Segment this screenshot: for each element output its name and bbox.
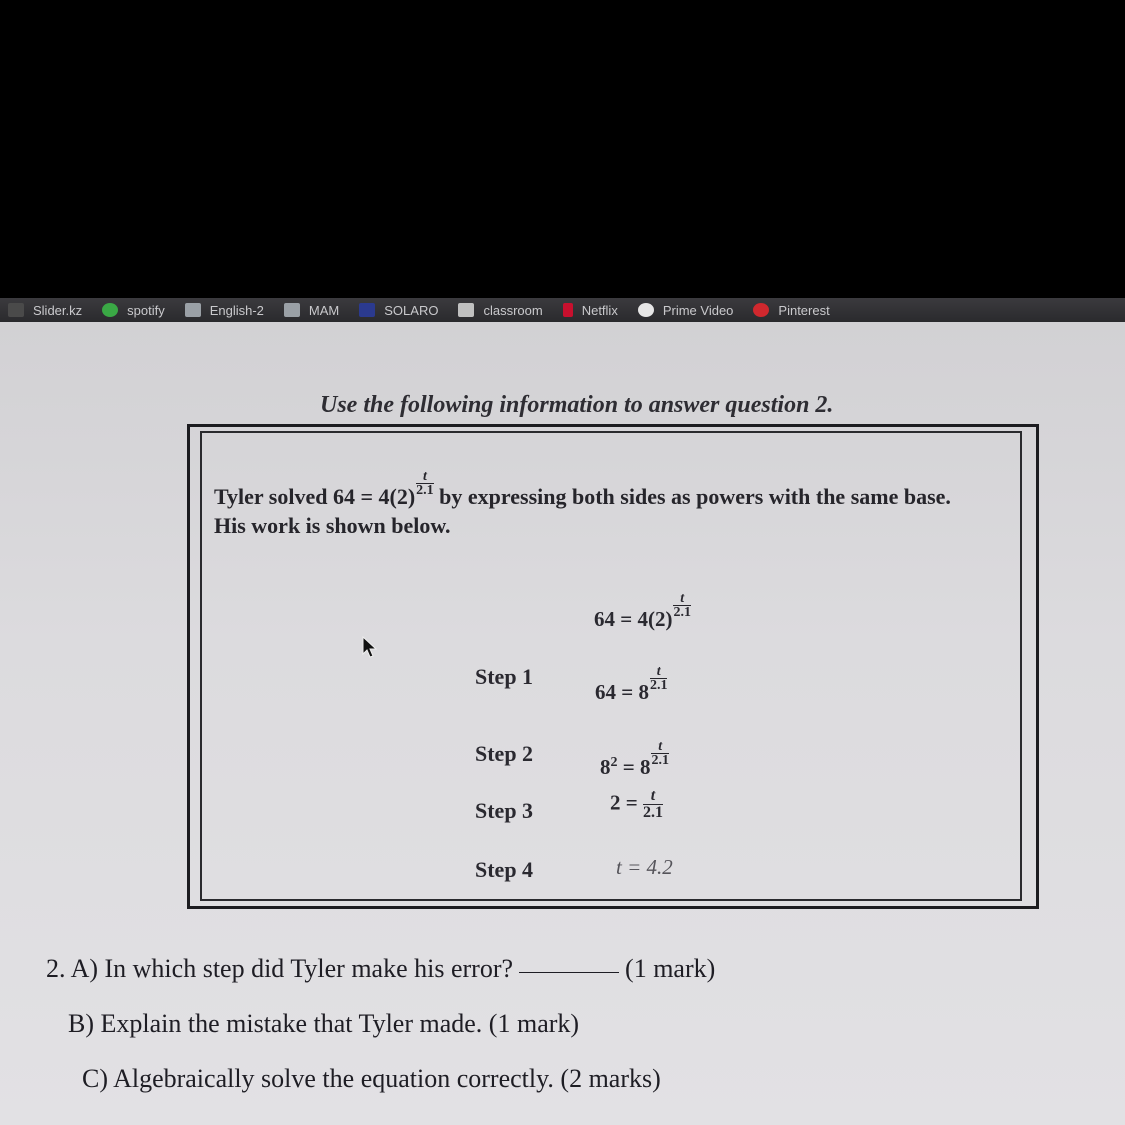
intro-exponent [416,470,434,497]
classroom-icon [284,303,300,317]
lhs-exponent: 2 [610,755,618,770]
bookmark-prime-video[interactable] [638,303,734,318]
bookmark-mam[interactable] [284,303,339,318]
question-2b: B) Explain the mistake that Tyler made. (1 mark) [68,1009,580,1038]
step-3-label: Step 3 [475,798,534,823]
slider-icon [8,303,24,317]
mouse-cursor-icon [362,636,380,660]
exponent-numerator: t [651,740,669,754]
bookmark-label: classroom [483,302,543,318]
exponent-denominator: 2.1 [416,483,434,498]
equation-fraction [643,788,663,821]
equation-exponent [673,592,691,619]
spotify-icon [102,303,118,317]
equation-exponent [651,740,669,767]
bookmark-spotify[interactable] [102,303,165,318]
bookmark-label: MAM [308,302,340,318]
exponent-numerator: t [650,665,668,679]
fraction-numerator: t [643,788,663,805]
bookmark-label: Slider.kz [33,302,83,318]
question-2a-marks: (1 mark) [625,954,716,983]
bookmark-label: Pinterest [778,302,830,318]
bookmark-pinterest[interactable] [753,303,829,318]
equation-base: 64 = 4(2) [594,607,673,631]
play-icon [638,303,654,317]
exponent-denominator: 2.1 [649,678,668,693]
classroom-icon [458,303,474,317]
bookmark-netflix[interactable] [563,303,618,318]
exponent-numerator: t [673,592,691,606]
solaro-icon [359,303,375,317]
step-4-label: Step 4 [475,857,534,882]
equation-base: 64 = 8 [595,680,649,704]
equation-exponent [650,665,668,692]
answer-blank [519,972,619,973]
bookmark-label: spotify [127,302,165,318]
section-heading: Use the following information to answer question 2. [320,392,834,418]
bookmark-label: Netflix [581,302,618,318]
bookmarks-bar [0,298,1125,322]
bookmark-solaro[interactable] [359,303,438,318]
step-1-equation [595,665,667,705]
equation-lhs: 8 [600,755,611,779]
bookmark-english-2[interactable] [185,303,264,318]
intro-text-1: Tyler solved 64 = 4(2) [214,484,416,509]
start-equation [594,592,691,632]
equation-lhs: 2 = [610,790,643,815]
bookmark-classroom[interactable] [458,303,542,318]
question-2c: C) Algebraically solve the equation correctly. (2 marks) [82,1064,661,1093]
bookmark-label: Prime Video [662,302,734,318]
equation-mid: = 8 [617,755,651,779]
fraction-denominator: 2.1 [642,804,663,821]
bookmark-label: SOLARO [384,302,439,318]
question-2a [46,954,715,984]
black-bezel [0,0,1125,298]
step-1-label: Step 1 [475,664,534,689]
bookmark-label: English-2 [209,302,264,318]
problem-intro [214,470,974,540]
step-2-equation [600,740,669,780]
pinterest-icon [753,303,769,317]
exponent-denominator: 2.1 [651,753,669,768]
classroom-icon [185,303,201,317]
exponent-denominator: 2.1 [673,605,691,620]
netflix-icon [563,303,573,317]
intro-text-2: by expressing both sides as powers with the same base. His work is shown below. [214,484,951,538]
step-4-equation: t = 4.2 [616,855,673,879]
step-3-equation [610,788,663,821]
step-2-label: Step 2 [475,741,534,766]
exponent-numerator: t [416,470,434,484]
question-2a-text: 2. A) In which step did Tyler make his error? [46,954,514,983]
bookmark-slider[interactable] [8,303,82,318]
